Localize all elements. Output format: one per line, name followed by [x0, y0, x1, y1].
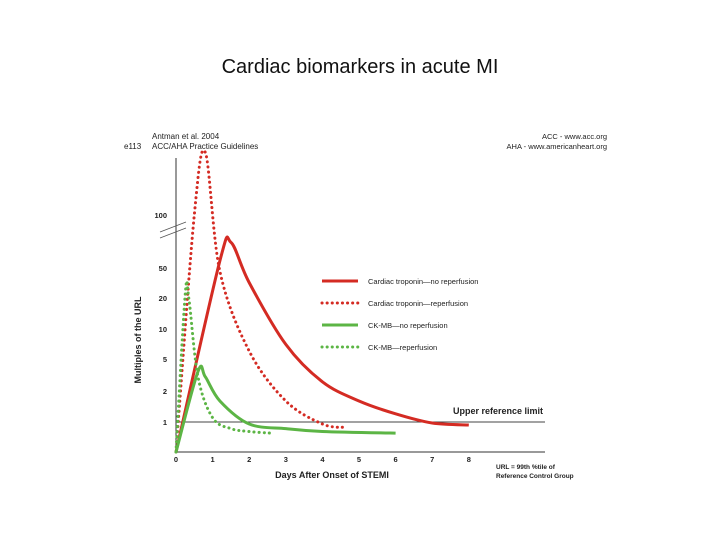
header-aha-url: AHA - www.americanheart.org: [506, 142, 607, 151]
x-tick-label: 0: [173, 455, 179, 464]
y-tick-label: 5: [162, 355, 167, 364]
y-tick-labels: [154, 211, 167, 427]
axis-break-mark: [160, 222, 186, 232]
y-tick-label: 1: [162, 418, 167, 427]
header-guidelines: ACC/AHA Practice Guidelines: [152, 142, 259, 151]
y-tick-label: 10: [158, 325, 167, 334]
y-tick-label: 100: [154, 211, 167, 220]
y-axis-title: Multiples of the URL: [133, 296, 143, 384]
slide-title: Cardiac biomarkers in acute MI: [221, 56, 499, 78]
x-tick-label: 5: [356, 455, 362, 464]
y-tick-label: 50: [158, 264, 167, 273]
x-tick-label: 8: [466, 455, 471, 464]
page-ref: e113: [124, 142, 142, 151]
header-acc-url: ACC - www.acc.org: [541, 132, 607, 141]
footnote-line1: URL = 99th %tile of: [496, 464, 555, 471]
header-citation: Antman et al. 2004: [152, 132, 220, 141]
x-tick-label: 3: [283, 455, 288, 464]
reference-label: Upper reference limit: [453, 406, 544, 416]
footnote-line2: Reference Control Group: [496, 473, 574, 480]
legend: [322, 277, 478, 352]
axis-break-mark: [160, 228, 186, 238]
legend-label: CK-MB—no reperfusion: [368, 321, 448, 330]
x-tick-label: 1: [210, 455, 215, 464]
y-tick-label: 2: [162, 387, 167, 396]
y-tick-label: 20: [158, 294, 167, 303]
x-axis-title: Days After Onset of STEMI: [275, 470, 389, 480]
x-tick-label: 2: [247, 455, 252, 464]
x-tick-label: 7: [430, 455, 435, 464]
legend-label: Cardiac troponin—reperfusion: [368, 299, 469, 308]
legend-label: Cardiac troponin—no reperfusion: [368, 277, 479, 286]
legend-label: CK-MB—reperfusion: [368, 343, 438, 352]
x-tick-label: 4: [320, 455, 325, 464]
x-tick-label: 6: [393, 455, 398, 464]
x-tick-labels: [174, 455, 471, 464]
